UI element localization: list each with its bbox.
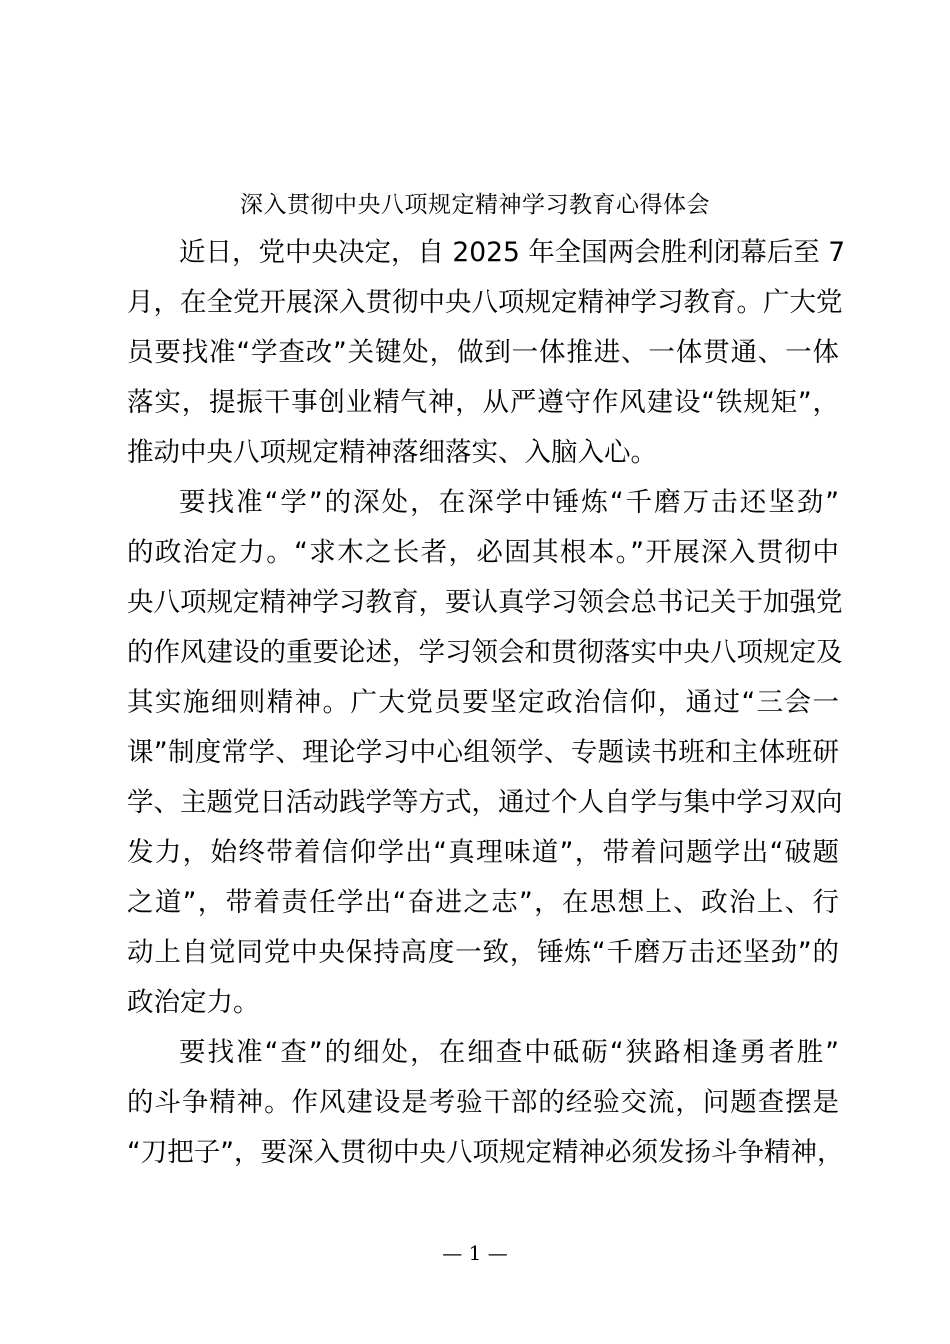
text-line: 政治定力。	[127, 987, 260, 1018]
text-line: 动上自觉同党中央保持高度一致，锤炼“千磨万击还坚劲”的	[127, 937, 839, 968]
text-line: 课”制度常学、理论学习中心组领学、专题读书班和主体班研	[127, 737, 839, 768]
text-line: 发力，始终带着信仰学出“真理味道”，带着问题学出“破题	[127, 837, 839, 868]
text-line: 央八项规定精神学习教育，要认真学习领会总书记关于加强党	[127, 587, 843, 618]
page-number: — 1 —	[442, 1241, 508, 1265]
text-line: 学、主题党日活动践学等方式，通过个人自学与集中学习双向	[127, 787, 843, 818]
text-line: 员要找准“学查改”关键处，做到一体推进、一体贯通、一体	[127, 337, 839, 368]
text-line: 的作风建设的重要论述，学习领会和贯彻落实中央八项规定及	[127, 637, 843, 668]
text-line: 的政治定力。“求木之长者，必固其根本。”开展深入贯彻中	[127, 537, 839, 568]
text-line: 要找准“学”的深处，在深学中锤炼“千磨万击还坚劲”	[179, 487, 839, 518]
text-line: 近日，党中央决定，自 2025 年全国两会胜利闭幕后至 7	[179, 237, 846, 268]
text-line: 要找准“查”的细处，在细查中砥砺“狭路相逢勇者胜”	[179, 1037, 839, 1068]
text-line: 落实，提振干事创业精气神，从严遵守作风建设“铁规矩”，	[127, 387, 839, 418]
text-line: 月，在全党开展深入贯彻中央八项规定精神学习教育。广大党	[127, 287, 843, 318]
document-title: 深入贯彻中央八项规定精神学习教育心得体会	[240, 192, 710, 218]
text-line: 的斗争精神。作风建设是考验干部的经验交流，问题查摆是	[127, 1087, 839, 1118]
text-line: 推动中央八项规定精神落细落实、入脑入心。	[127, 437, 657, 468]
text-line: 之道”，带着责任学出“奋进之志”，在思想上、政治上、行	[127, 887, 839, 918]
text-line: 其实施细则精神。广大党员要坚定政治信仰，通过“三会一	[127, 687, 839, 718]
text-line: “刀把子”，要深入贯彻中央八项规定精神必须发扬斗争精神，	[127, 1137, 844, 1168]
